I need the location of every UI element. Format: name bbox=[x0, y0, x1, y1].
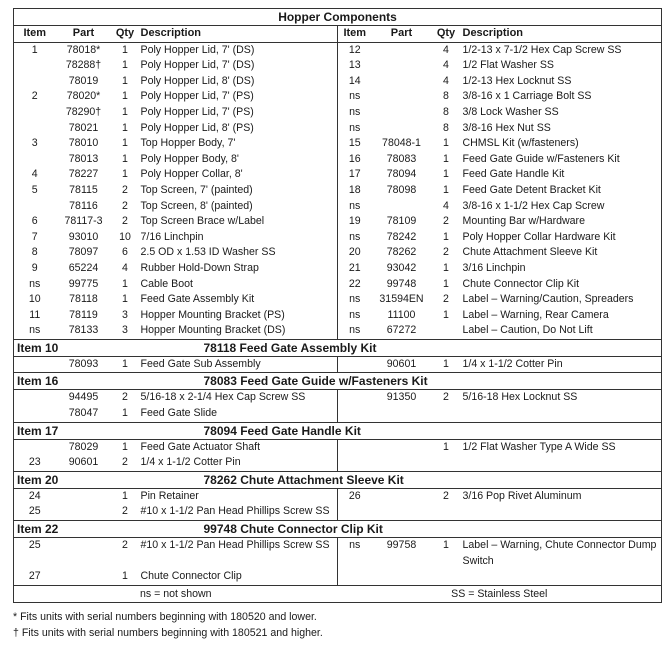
item-cell: 8 bbox=[31, 246, 38, 259]
qty-cell bbox=[432, 504, 461, 520]
col-description: Description bbox=[461, 26, 662, 43]
description-cell: Rubber Hold-Down Strap bbox=[139, 261, 338, 277]
item-cell bbox=[338, 439, 372, 455]
item-cell: 2 bbox=[31, 90, 38, 103]
qty-cell: 8 bbox=[443, 105, 449, 118]
legend-stainless: SS = Stainless Steel bbox=[338, 585, 662, 602]
qty-cell: 3 bbox=[122, 308, 128, 321]
item-cell bbox=[14, 356, 56, 373]
part-cell: 78290† bbox=[65, 105, 102, 118]
item-cell bbox=[338, 356, 372, 373]
table-row bbox=[14, 323, 662, 339]
item-cell: ns bbox=[349, 199, 361, 212]
description-cell: Chute Connector Clip bbox=[139, 569, 338, 585]
part-cell bbox=[56, 488, 112, 504]
item-cell bbox=[14, 406, 56, 422]
part-cell: 78083 bbox=[386, 152, 417, 165]
description-cell: Hopper Mounting Bracket (DS) bbox=[139, 323, 338, 339]
qty-cell bbox=[432, 569, 461, 585]
kit-section-header bbox=[14, 422, 662, 439]
description-cell: Mounting Bar w/Hardware bbox=[462, 215, 585, 228]
kit-title: 78094 Feed Gate Handle Kit bbox=[112, 422, 662, 439]
description-cell: Feed Gate Actuator Shaft bbox=[139, 439, 338, 455]
qty-cell: 1 bbox=[443, 137, 449, 150]
qty-cell: 1 bbox=[443, 168, 449, 181]
table-row bbox=[14, 183, 662, 199]
item-cell bbox=[14, 121, 56, 137]
legend-not-shown: ns = not shown bbox=[14, 585, 338, 602]
description-cell: 3/8-16 x 1 Carriage Bolt SS bbox=[462, 90, 592, 103]
description-cell: #10 x 1-1/2 Pan Head Phillips Screw SS bbox=[139, 538, 338, 570]
description-cell: Hopper Mounting Bracket (PS) bbox=[139, 308, 338, 324]
description-cell: Top Hopper Body, 7' bbox=[139, 136, 338, 152]
footnote-dagger: † Fits units with serial numbers beginning with 180521 and higher. bbox=[13, 626, 323, 639]
part-cell bbox=[56, 538, 112, 570]
hopper-components-table bbox=[13, 8, 662, 603]
part-cell bbox=[372, 121, 432, 137]
qty-cell: 2 bbox=[122, 199, 128, 212]
part-cell: 78093 bbox=[68, 357, 99, 370]
item-cell: 11 bbox=[29, 308, 41, 321]
qty-cell bbox=[432, 406, 461, 422]
qty-cell: 1 bbox=[122, 440, 128, 453]
table-row bbox=[14, 261, 662, 277]
qty-cell: 1 bbox=[443, 277, 449, 290]
description-cell: Poly Hopper Collar Hardware Kit bbox=[462, 230, 616, 243]
part-cell: 78020* bbox=[66, 90, 101, 103]
part-cell: 78119 bbox=[69, 308, 98, 321]
qty-cell: 1 bbox=[122, 152, 128, 165]
qty-cell: 8 bbox=[443, 121, 449, 134]
item-cell: 19 bbox=[348, 215, 361, 228]
description-cell: Chute Attachment Sleeve Kit bbox=[462, 246, 598, 259]
part-cell: 90601 bbox=[68, 456, 99, 469]
item-cell bbox=[338, 455, 372, 471]
qty-cell: 1 bbox=[122, 90, 128, 103]
part-cell: 78010 bbox=[68, 137, 99, 150]
part-cell: 78109 bbox=[386, 215, 417, 228]
part-cell: 78115 bbox=[69, 183, 98, 196]
kit-item-label: Item 10 bbox=[14, 339, 112, 356]
description-cell: Poly Hopper Lid, 7' (DS) bbox=[139, 58, 338, 74]
qty-cell: 1 bbox=[443, 440, 449, 453]
part-cell bbox=[372, 74, 432, 90]
table-row bbox=[14, 74, 662, 90]
item-cell: 6 bbox=[31, 215, 38, 228]
table-row bbox=[14, 58, 662, 74]
description-cell: Cable Boot bbox=[139, 277, 338, 293]
description-cell: 3/8-16 x 1-1/2 Hex Cap Screw bbox=[462, 199, 605, 212]
kit-title: 78262 Chute Attachment Sleeve Kit bbox=[112, 471, 662, 488]
footnotes bbox=[13, 609, 661, 641]
item-cell bbox=[14, 390, 56, 406]
table-row bbox=[14, 199, 662, 215]
item-cell: 10 bbox=[28, 293, 41, 306]
qty-cell: 2 bbox=[122, 183, 128, 196]
description-cell: 2.5 OD x 1.53 ID Washer SS bbox=[139, 245, 338, 261]
part-cell bbox=[372, 105, 432, 121]
qty-cell: 1 bbox=[443, 183, 449, 196]
item-cell: ns bbox=[349, 308, 361, 321]
qty-cell: 1 bbox=[122, 570, 128, 583]
part-cell: 78018* bbox=[66, 43, 101, 56]
qty-cell: 2 bbox=[122, 215, 128, 228]
kit-section-header bbox=[14, 339, 662, 356]
col-item: Item bbox=[338, 26, 372, 43]
qty-cell: 1 bbox=[122, 43, 128, 56]
description-cell: Poly Hopper Lid, 7' (PS) bbox=[139, 105, 338, 121]
part-cell: 65224 bbox=[68, 261, 99, 274]
item-cell bbox=[338, 504, 372, 520]
description-cell bbox=[461, 504, 662, 520]
description-cell: 1/4 x 1-1/2 Cotter Pin bbox=[139, 455, 338, 471]
description-cell: Pin Retainer bbox=[139, 488, 338, 504]
col-part: Part bbox=[56, 26, 112, 43]
part-cell: 78029 bbox=[68, 440, 99, 453]
part-cell: 78262 bbox=[386, 246, 417, 259]
qty-cell: 1 bbox=[122, 407, 128, 420]
description-cell: 3/16 Linchpin bbox=[462, 261, 526, 274]
description-cell: CHMSL Kit (w/fasteners) bbox=[462, 137, 579, 150]
item-cell: 18 bbox=[348, 183, 361, 196]
table-row bbox=[14, 105, 662, 121]
table-row bbox=[14, 277, 662, 293]
table-row bbox=[14, 439, 662, 455]
kit-section-header bbox=[14, 521, 662, 538]
table-row bbox=[14, 245, 662, 261]
qty-cell: 2 bbox=[443, 246, 449, 259]
qty-cell bbox=[432, 323, 461, 339]
qty-cell: 1 bbox=[122, 74, 128, 87]
item-cell bbox=[14, 58, 56, 74]
description-cell bbox=[461, 569, 662, 585]
description-cell: Poly Hopper Collar, 8' bbox=[139, 167, 338, 183]
item-cell: 12 bbox=[348, 43, 361, 56]
item-cell: 21 bbox=[348, 261, 361, 274]
part-cell bbox=[372, 504, 432, 520]
description-cell: #10 x 1-1/2 Pan Head Phillips Screw SS bbox=[139, 504, 338, 520]
description-cell: Feed Gate Detent Bracket Kit bbox=[462, 183, 601, 196]
col-item: Item bbox=[14, 26, 56, 43]
kit-item-label: Item 16 bbox=[14, 373, 112, 390]
qty-cell: 1 bbox=[122, 105, 128, 118]
qty-cell: 2 bbox=[122, 539, 128, 552]
qty-cell: 1 bbox=[443, 152, 449, 165]
col-qty: Qty bbox=[112, 26, 139, 43]
part-cell: 78013 bbox=[68, 152, 99, 165]
part-cell: 99775 bbox=[68, 277, 99, 290]
item-cell: 7 bbox=[31, 230, 38, 243]
part-cell: 91350 bbox=[386, 391, 417, 404]
qty-cell: 1 bbox=[122, 357, 128, 370]
part-cell bbox=[372, 58, 432, 74]
item-cell: ns bbox=[349, 324, 361, 337]
qty-cell: 2 bbox=[122, 505, 128, 518]
table-title: Hopper Components bbox=[14, 9, 662, 26]
description-cell: 3/16 Pop Rivet Aluminum bbox=[462, 489, 582, 502]
qty-cell: 2 bbox=[122, 456, 128, 469]
item-cell: 14 bbox=[348, 74, 361, 87]
table-row bbox=[14, 308, 662, 324]
main-parts-list bbox=[14, 42, 662, 339]
item-cell bbox=[338, 390, 372, 406]
part-cell: 78097 bbox=[68, 246, 99, 259]
description-cell bbox=[461, 455, 662, 471]
qty-cell: 3 bbox=[122, 324, 128, 337]
description-cell: Feed Gate Slide bbox=[139, 406, 338, 422]
part-cell: 94495 bbox=[68, 391, 99, 404]
qty-cell: 1 bbox=[443, 539, 449, 552]
item-cell: 27 bbox=[28, 570, 41, 583]
item-cell: ns bbox=[349, 293, 361, 306]
qty-cell: 4 bbox=[443, 43, 449, 56]
description-cell: Label – Warning/Caution, Spreaders bbox=[462, 293, 634, 306]
qty-cell: 2 bbox=[443, 215, 449, 228]
qty-cell: 4 bbox=[443, 74, 449, 87]
part-cell bbox=[372, 488, 432, 504]
table-row bbox=[14, 390, 662, 406]
item-cell: 17 bbox=[348, 168, 361, 181]
part-cell: 78242 bbox=[386, 230, 417, 243]
col-part: Part bbox=[372, 26, 432, 43]
description-cell: Poly Hopper Lid, 8' (DS) bbox=[139, 74, 338, 90]
part-cell: 99748 bbox=[386, 277, 417, 290]
table-row bbox=[14, 455, 662, 471]
part-cell bbox=[372, 569, 432, 585]
item-cell: ns bbox=[349, 105, 361, 118]
part-cell: 78118 bbox=[69, 293, 98, 306]
part-cell: 78021 bbox=[68, 121, 99, 134]
table-row bbox=[14, 504, 662, 520]
item-cell: 1 bbox=[31, 43, 38, 56]
description-cell: Chute Connector Clip Kit bbox=[462, 277, 580, 290]
column-header-row bbox=[14, 26, 662, 43]
footnote-asterisk: * Fits units with serial numbers beginning with 180520 and lower. bbox=[13, 610, 317, 623]
part-cell bbox=[372, 455, 432, 471]
description-cell: 1/4 x 1-1/2 Cotter Pin bbox=[462, 357, 563, 370]
kit-item-label: Item 20 bbox=[14, 471, 112, 488]
item-cell bbox=[14, 152, 56, 168]
description-cell: 5/16-18 x 2-1/4 Hex Cap Screw SS bbox=[139, 390, 338, 406]
description-cell: 1/2-13 x 7-1/2 Hex Cap Screw SS bbox=[462, 43, 622, 56]
qty-cell: 1 bbox=[122, 489, 128, 502]
part-cell: 78048-1 bbox=[382, 137, 421, 150]
table-row bbox=[14, 406, 662, 422]
kit-item-label: Item 17 bbox=[14, 422, 112, 439]
table-row bbox=[14, 89, 662, 105]
qty-cell: 2 bbox=[443, 391, 449, 404]
description-cell: Top Screen, 7' (painted) bbox=[139, 183, 338, 199]
item-cell bbox=[14, 439, 56, 455]
description-cell: Poly Hopper Lid, 8' (PS) bbox=[139, 121, 338, 137]
item-cell: 15 bbox=[348, 137, 361, 150]
item-cell: 26 bbox=[348, 489, 361, 502]
part-cell bbox=[372, 406, 432, 422]
description-cell: 7/16 Linchpin bbox=[139, 230, 338, 246]
legend-row bbox=[14, 585, 662, 602]
item-cell: 5 bbox=[31, 183, 38, 196]
part-cell: 67272 bbox=[386, 324, 417, 337]
qty-cell: 4 bbox=[443, 59, 449, 72]
description-cell: 1/2 Flat Washer Type A Wide SS bbox=[462, 440, 616, 453]
part-cell: 78117-3 bbox=[64, 215, 103, 228]
part-cell bbox=[372, 42, 432, 58]
item-cell: 22 bbox=[348, 277, 361, 290]
description-cell: Label – Warning, Chute Connector Dump Switch bbox=[462, 539, 657, 567]
item-cell bbox=[14, 105, 56, 121]
description-cell: Feed Gate Sub Assembly bbox=[139, 356, 338, 373]
table-row bbox=[14, 167, 662, 183]
kit-title: 78083 Feed Gate Guide w/Fasteners Kit bbox=[112, 373, 662, 390]
description-cell: Label – Caution, Do Not Lift bbox=[462, 324, 593, 337]
description-cell: Poly Hopper Lid, 7' (PS) bbox=[139, 89, 338, 105]
part-cell: 90601 bbox=[386, 357, 417, 370]
parts-sheet bbox=[13, 8, 661, 641]
qty-cell: 1 bbox=[122, 59, 128, 72]
description-cell: 1/2-13 Hex Locknut SS bbox=[462, 74, 572, 87]
item-cell bbox=[338, 569, 372, 585]
part-cell: 78047 bbox=[68, 407, 99, 420]
kit-title: 78118 Feed Gate Assembly Kit bbox=[112, 339, 662, 356]
item-cell: ns bbox=[349, 121, 361, 134]
part-cell: 78133 bbox=[68, 324, 99, 337]
part-cell: 11100 bbox=[387, 308, 416, 321]
qty-cell: 1 bbox=[122, 293, 128, 306]
part-cell bbox=[56, 504, 112, 520]
table-row bbox=[14, 356, 662, 373]
kit-section-header bbox=[14, 471, 662, 488]
item-cell: ns bbox=[29, 324, 41, 337]
qty-cell: 1 bbox=[443, 357, 449, 370]
qty-cell: 1 bbox=[122, 121, 128, 134]
part-cell: 93010 bbox=[68, 230, 99, 243]
qty-cell: 1 bbox=[122, 277, 128, 290]
description-cell: 3/8-16 Hex Nut SS bbox=[462, 121, 551, 134]
part-cell bbox=[56, 569, 112, 585]
table-row bbox=[14, 214, 662, 230]
table-row bbox=[14, 136, 662, 152]
item-cell: ns bbox=[349, 90, 361, 103]
item-cell: 25 bbox=[28, 505, 41, 518]
kit-item-label: Item 22 bbox=[14, 521, 112, 538]
table-row bbox=[14, 538, 662, 570]
qty-cell: 10 bbox=[119, 230, 131, 243]
description-cell: 5/16-18 Hex Locknut SS bbox=[462, 391, 578, 404]
item-cell: 13 bbox=[348, 59, 361, 72]
col-description: Description bbox=[139, 26, 338, 43]
qty-cell: 4 bbox=[122, 261, 128, 274]
description-cell: 1/2 Flat Washer SS bbox=[462, 59, 554, 72]
part-cell: 78094 bbox=[386, 168, 417, 181]
table-row bbox=[14, 230, 662, 246]
description-cell: Label – Warning, Rear Camera bbox=[462, 308, 609, 321]
kit-section-header bbox=[14, 373, 662, 390]
qty-cell bbox=[432, 455, 461, 471]
qty-cell: 1 bbox=[443, 261, 449, 274]
part-cell: 99758 bbox=[386, 539, 417, 552]
qty-cell: 1 bbox=[122, 168, 128, 181]
description-cell: Poly Hopper Lid, 7' (DS) bbox=[139, 42, 338, 58]
item-cell: 16 bbox=[348, 152, 361, 165]
item-cell: ns bbox=[349, 539, 361, 552]
description-cell: Poly Hopper Body, 8' bbox=[139, 152, 338, 168]
part-cell: 78098 bbox=[386, 183, 417, 196]
qty-cell: 2 bbox=[443, 293, 449, 306]
item-cell bbox=[14, 199, 56, 215]
item-cell: 25 bbox=[28, 539, 41, 552]
part-cell bbox=[372, 199, 432, 215]
qty-cell: 2 bbox=[443, 489, 449, 502]
part-cell: 31594EN bbox=[379, 293, 424, 306]
table-row bbox=[14, 569, 662, 585]
description-cell: Top Screen Brace w/Label bbox=[139, 214, 338, 230]
item-cell bbox=[14, 74, 56, 90]
description-cell: 3/8 Lock Washer SS bbox=[462, 105, 559, 118]
part-cell: 93042 bbox=[386, 261, 417, 274]
part-cell: 78288† bbox=[65, 59, 102, 72]
part-cell: 78116 bbox=[69, 199, 98, 212]
item-cell: 23 bbox=[28, 456, 41, 469]
qty-cell: 1 bbox=[443, 308, 449, 321]
item-cell: 3 bbox=[31, 137, 38, 150]
qty-cell: 1 bbox=[122, 137, 128, 150]
item-cell: 20 bbox=[348, 246, 361, 259]
col-qty: Qty bbox=[432, 26, 461, 43]
qty-cell: 8 bbox=[443, 90, 449, 103]
table-row bbox=[14, 121, 662, 137]
table-row bbox=[14, 292, 662, 308]
part-cell bbox=[372, 89, 432, 105]
item-cell: 24 bbox=[28, 489, 41, 502]
item-cell bbox=[338, 406, 372, 422]
description-cell: Feed Gate Guide w/Fasteners Kit bbox=[462, 152, 620, 165]
description-cell: Top Screen, 8' (painted) bbox=[139, 199, 338, 215]
qty-cell: 6 bbox=[122, 246, 128, 259]
part-cell bbox=[372, 439, 432, 455]
item-cell: 9 bbox=[31, 261, 38, 274]
description-cell: Feed Gate Assembly Kit bbox=[139, 292, 338, 308]
table-row bbox=[14, 42, 662, 58]
qty-cell: 4 bbox=[443, 199, 449, 212]
kit-sections bbox=[14, 339, 662, 585]
description-cell bbox=[461, 406, 662, 422]
item-cell: ns bbox=[29, 277, 41, 290]
qty-cell: 1 bbox=[443, 230, 449, 243]
table-row bbox=[14, 488, 662, 504]
description-cell: Feed Gate Handle Kit bbox=[462, 168, 565, 181]
table-row bbox=[14, 152, 662, 168]
item-cell: ns bbox=[349, 230, 361, 243]
qty-cell: 2 bbox=[122, 391, 128, 404]
part-cell: 78019 bbox=[68, 74, 99, 87]
part-cell: 78227 bbox=[68, 168, 99, 181]
item-cell: 4 bbox=[31, 168, 38, 181]
kit-title: 99748 Chute Connector Clip Kit bbox=[112, 521, 662, 538]
